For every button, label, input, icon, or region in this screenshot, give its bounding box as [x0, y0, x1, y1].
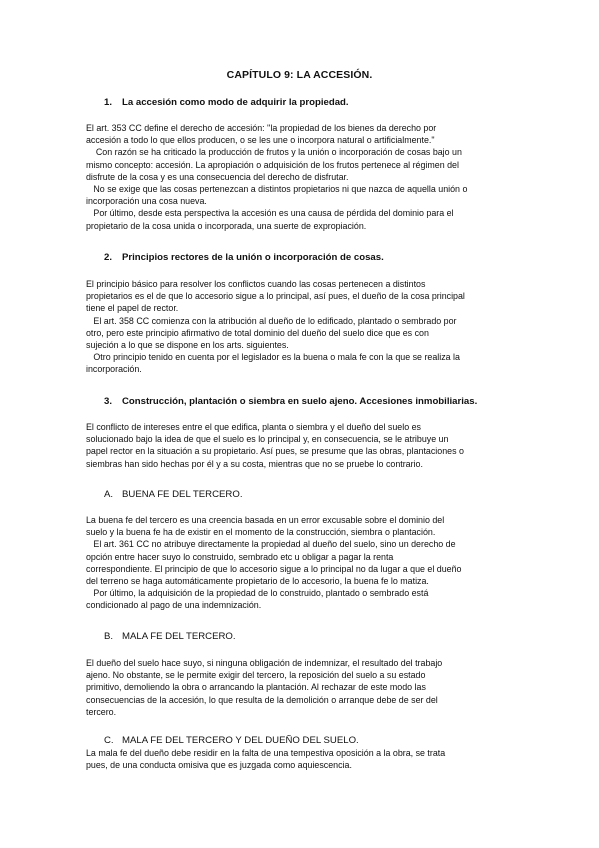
section-2-body: [86, 278, 518, 376]
paragraph-line: mismo concepto: accesión. La apropiación o adquisición de los frutos pertenece al régimen del: [86, 159, 459, 170]
paragraph-line: propietario de la cosa unida o incorporada, una suerte de expropiación.: [86, 220, 367, 231]
paragraph-line: solucionado bajo la idea de que el suelo es lo principal y, en consecuencia, se le atribuye un: [86, 434, 449, 445]
paragraph-line: opción entre hacer suyo lo construido, sembrado etc u obligar a pagar la renta: [86, 551, 394, 562]
section-title-3: Construcción, plantación o siembra en suelo ajeno. Accesiones inmobiliarias.: [122, 396, 478, 407]
paragraph-line: incorporación.: [86, 364, 142, 375]
paragraph-line: papel rector en la situación a su propietario. Así pues, se presume que las obras, plantaciones o: [86, 446, 464, 457]
subsection-b-body: [86, 657, 518, 718]
subsection-c-body: [86, 747, 518, 771]
section-1-body: [86, 122, 518, 232]
section-number-3: 3.: [104, 396, 113, 407]
subsection-heading-a: [104, 488, 242, 501]
paragraph-line: pues, de una conducta omisiva que es juzgada como aquiescencia.: [86, 760, 352, 771]
paragraph-line: correspondiente. El principio de que lo accesorio sigue a lo principal no da lugar a que el dueño: [86, 563, 462, 574]
section-title-1: La accesión como modo de adquirir la propiedad.: [122, 97, 349, 108]
paragraph-line: La buena fe del tercero es una creencia basada en un error excusable sobre el dominio del: [86, 515, 445, 525]
paragraph-line: primitivo, demoliendo la obra o arrancando la plantación. Al rechazar de este modo las: [86, 682, 426, 693]
paragraph-line: del terreno se haga automáticamente propietario de lo accesorio, la buena fe lo matiza.: [86, 575, 429, 586]
paragraph-line: tercero.: [86, 706, 117, 717]
subsection-title-b: MALA FE DEL TERCERO.: [122, 631, 236, 642]
paragraph-line: accesión a todo lo que ellos producen, o se les une o incorpora natural o artificialmente.": [86, 135, 435, 146]
paragraph-line: tiene el papel de rector.: [86, 303, 179, 314]
paragraph-line: Por último, desde esta perspectiva la accesión es una causa de pérdida del dominio para el: [86, 208, 454, 219]
subsection-title-a: BUENA FE DEL TERCERO.: [122, 489, 243, 500]
paragraph-line: incorporación una cosa nueva.: [86, 196, 207, 207]
paragraph-line: El conflicto de intereses entre el que edifica, planta o siembra y el dueño del suelo es: [86, 422, 421, 432]
paragraph-line: propietarios es el de que lo accesorio sigue a lo principal, así pues, el dueño de la cosa principal: [86, 291, 465, 302]
section-number-2: 2.: [104, 252, 113, 263]
subsection-title-c: MALA FE DEL TERCERO Y DEL DUEÑO DEL SUELO.: [122, 735, 359, 746]
paragraph-line: disfrute de la cosa y es una consecuencia del derecho de disfrutar.: [86, 171, 349, 182]
paragraph-line: El principio básico para resolver los conflictos cuando las cosas pertenecen a distintos: [86, 279, 426, 289]
paragraph-line: consecuencias de la accesión, lo que resulta de la demolición o arranque debe de ser del: [86, 694, 438, 705]
paragraph-line: ajeno. No obstante, se le permite exigir del tercero, la reposición del suelo a su estado: [86, 670, 426, 681]
paragraph-line: Otro principio tenido en cuenta por el legislador es la buena o mala fe con la que se realiza la: [86, 352, 460, 363]
subsection-a-body: [86, 514, 518, 612]
subsection-letter-a: A.: [104, 489, 114, 500]
paragraph-line: El dueño del suelo hace suyo, si ninguna obligación de indemnizar, el resultado del trabajo: [86, 658, 443, 668]
subsection-heading-b: [104, 630, 236, 643]
paragraph-line: otro, pero este principio afirmativo de total dominio del dueño del suelo dice que es con: [86, 327, 429, 338]
paragraph-line: Con razón se ha criticado la producción de frutos y la unión o incorporación de cosas bajo un: [86, 147, 462, 158]
paragraph-line: sujeción a lo que se dispone en los arts. siguientes.: [86, 339, 289, 350]
paragraph-line: No se exige que las cosas pertenezcan a distintos propietarios ni que nazca de aquella unión o: [86, 183, 468, 194]
paragraph-line: siembras han sido hechas por él y a su costa, mientras que no se pruebe lo contrario.: [86, 458, 423, 469]
section-heading-3: [104, 395, 477, 408]
paragraph-line: Por último, la adquisición de la propiedad de lo construido, plantado o sembrado está: [86, 588, 429, 599]
paragraph-line: El art. 353 CC define el derecho de accesión: ''la propiedad de los bienes da derecho por: [86, 123, 437, 133]
paragraph-line: El art. 361 CC no atribuye directamente la propiedad al dueño del suelo, sino un derecho de: [86, 539, 456, 550]
section-title-2: Principios rectores de la unión o incorporación de cosas.: [122, 252, 384, 263]
subsection-letter-c: C.: [104, 735, 114, 746]
paragraph-line: La mala fe del dueño debe residir en la falta de una tempestiva oposición a la obra, se trata: [86, 748, 446, 758]
paragraph-line: condicionado al pago de una indemnización.: [86, 600, 262, 611]
section-3-body: [86, 421, 518, 470]
section-number-1: 1.: [104, 97, 113, 108]
chapter-title: CAPÍTULO 9: LA ACCESIÓN.: [226, 69, 373, 81]
subsection-letter-b: B.: [104, 631, 114, 642]
subsection-heading-c: [104, 734, 359, 747]
paragraph-line: suelo y la buena fe ha de existir en el momento de la construcción, siembra o plantación.: [86, 527, 436, 538]
section-heading-1: [104, 96, 349, 109]
section-heading-2: [104, 251, 384, 264]
paragraph-line: El art. 358 CC comienza con la atribución al dueño de lo edificado, plantado o sembrado por: [86, 315, 457, 326]
